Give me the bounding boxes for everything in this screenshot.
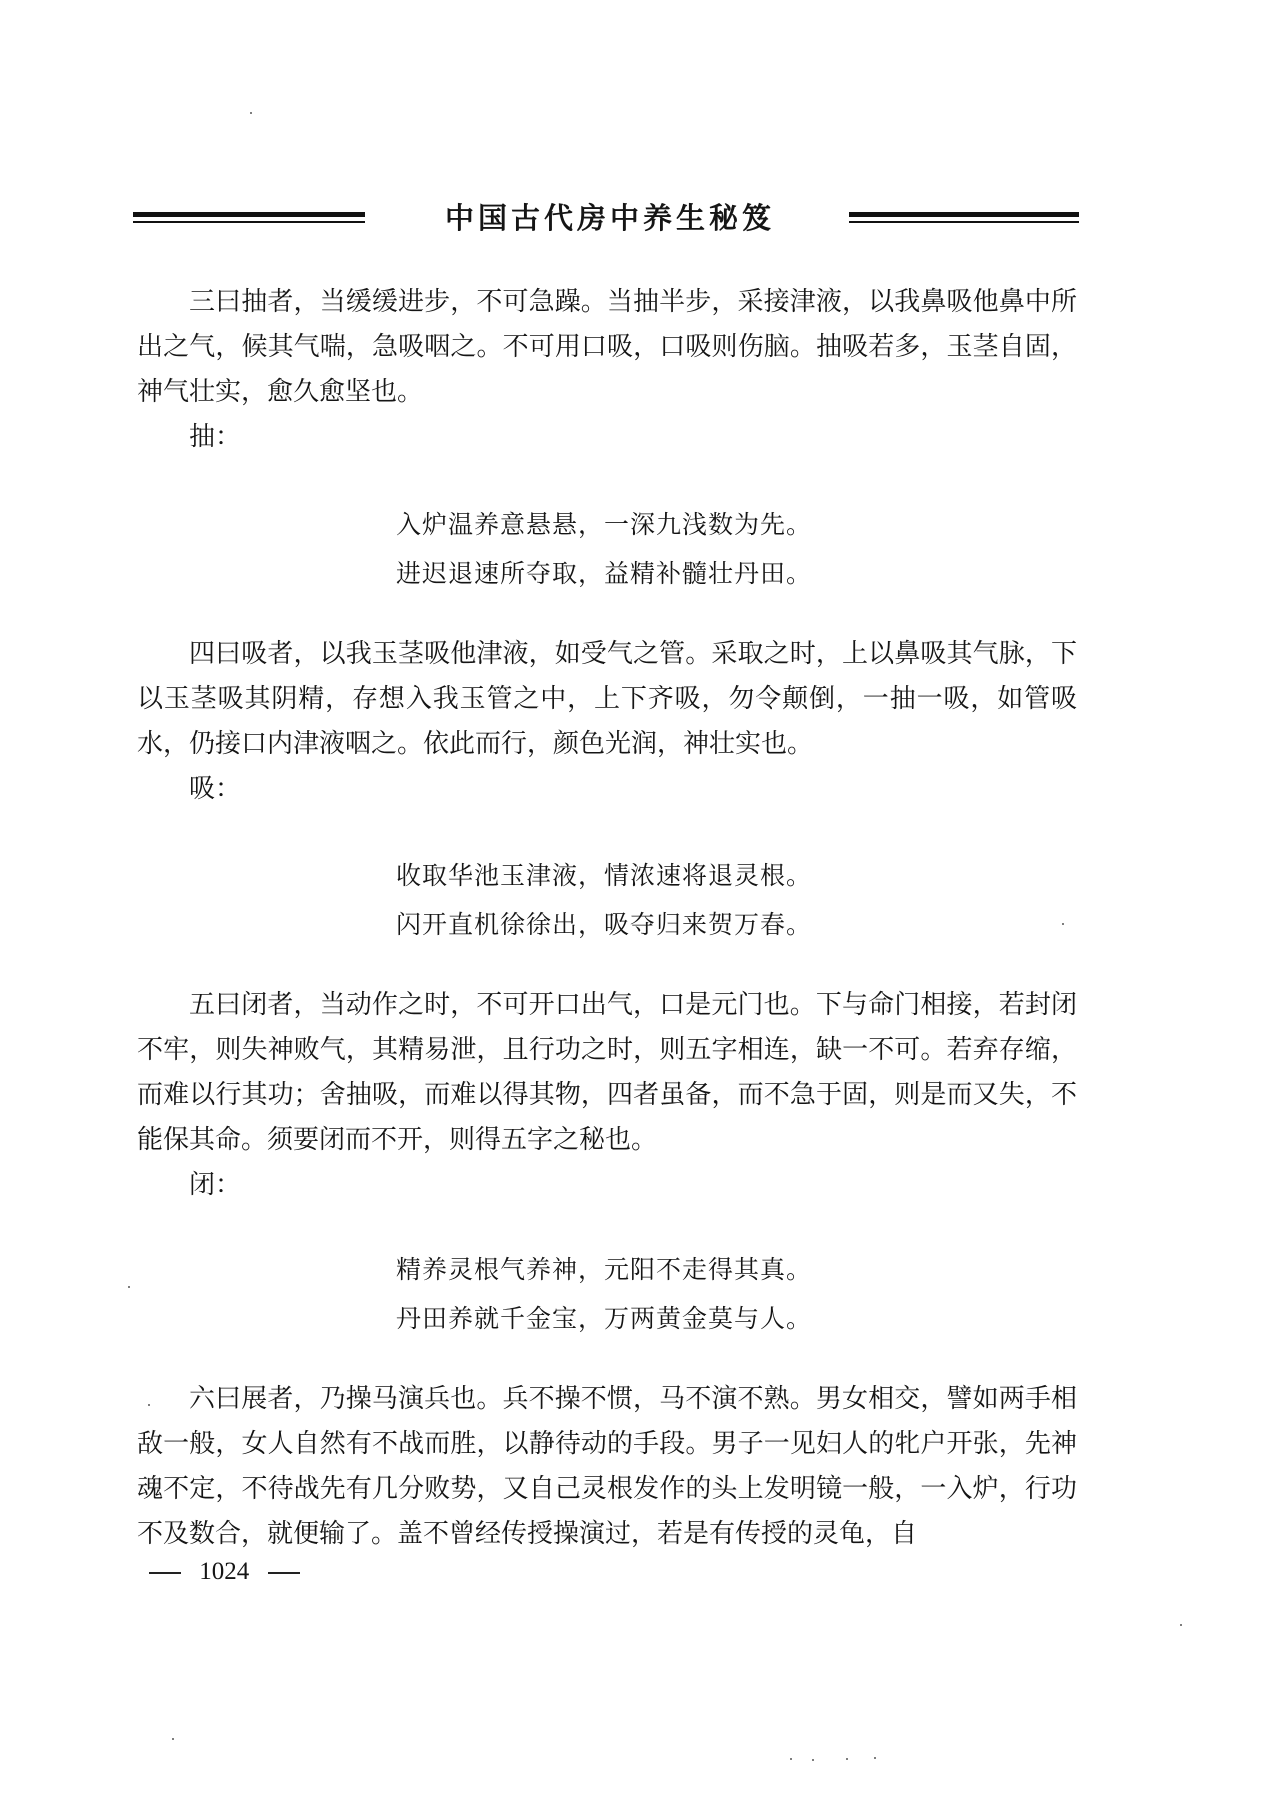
footer-dash-right	[268, 1572, 300, 1574]
poem-chou	[396, 500, 812, 598]
label-xi: 吸：	[189, 774, 242, 804]
poem-xi	[396, 851, 812, 949]
scan-speck	[790, 1758, 792, 1760]
scan-speck	[148, 1404, 150, 1406]
paragraph-zhan: 六曰展者，乃操马演兵也。兵不操不惯，马不演不熟。男女相交，譬如两手相敌一般，女人自然有不战而胜，以静待动的手段。男子一见妇人的牝户开张，先神魂不定，不待战先有几分败势，又自己灵根发作的头上发明镜一般，一入炉，行功不及数合，就便输了。盖不曾经传授操演过，若是有传授的灵龟，自	[137, 1384, 1077, 1549]
page-number: 1024	[199, 1558, 250, 1585]
page-footer	[137, 1556, 312, 1588]
book-title: 中国古代房中养生秘笈	[444, 201, 775, 235]
paragraph-bi: 五曰闭者，当动作之时，不可开口出气，口是元门也。下与命门相接，若封闭不牢，则失神败气，其精易泄，且行功之时，则五字相连，缺一不可。若弃存缩，而难以行其功；舍抽吸，而难以得其物，四者虽备，而不急于固，则是而又失，不能保其命。须要闭而不开，则得五字之秘也。	[137, 990, 1077, 1155]
poem-line: 收取华池玉津液，情浓速将退灵根。	[396, 861, 813, 890]
label-chou: 抽：	[189, 422, 242, 452]
scan-speck	[1062, 923, 1064, 925]
scan-speck	[874, 1757, 876, 1759]
scan-speck	[250, 112, 252, 114]
scan-speck	[812, 1759, 814, 1761]
scan-speck	[1180, 1624, 1182, 1626]
scan-speck	[172, 1738, 174, 1740]
poem-line: 精养灵根气养神，元阳不走得其真。	[396, 1255, 813, 1284]
poem-line: 闪开直机徐徐出，吸夺归来贺万春。	[396, 910, 813, 939]
running-header	[133, 198, 1079, 240]
footer-dash-left	[149, 1572, 181, 1574]
header-rule-right	[849, 212, 1079, 224]
header-rule-left	[133, 212, 365, 224]
label-bi: 闭：	[189, 1170, 242, 1200]
scan-speck	[128, 1286, 130, 1288]
paragraph-xi: 四曰吸者，以我玉茎吸他津液，如受气之管。采取之时，上以鼻吸其气脉，下以玉茎吸其阴精，存想入我玉管之中，上下齐吸，勿令颠倒，一抽一吸，如管吸水，仍接口内津液咽之。依此而行，颜色光润，神壮实也。	[137, 639, 1077, 759]
poem-line: 丹田养就千金宝，万两黄金莫与人。	[396, 1304, 813, 1333]
poem-bi	[396, 1245, 812, 1343]
paragraph-chou: 三曰抽者，当缓缓进步，不可急躁。当抽半步，采接津液，以我鼻吸他鼻中所出之气，候其气喘，急吸咽之。不可用口吸，口吸则伤脑。抽吸若多，玉茎自固，神气壮实，愈久愈坚也。	[137, 287, 1077, 407]
scan-speck	[846, 1758, 848, 1760]
poem-line: 进迟退速所夺取，益精补髓壮丹田。	[396, 559, 813, 588]
poem-line: 入炉温养意悬悬，一深九浅数为先。	[396, 510, 813, 539]
